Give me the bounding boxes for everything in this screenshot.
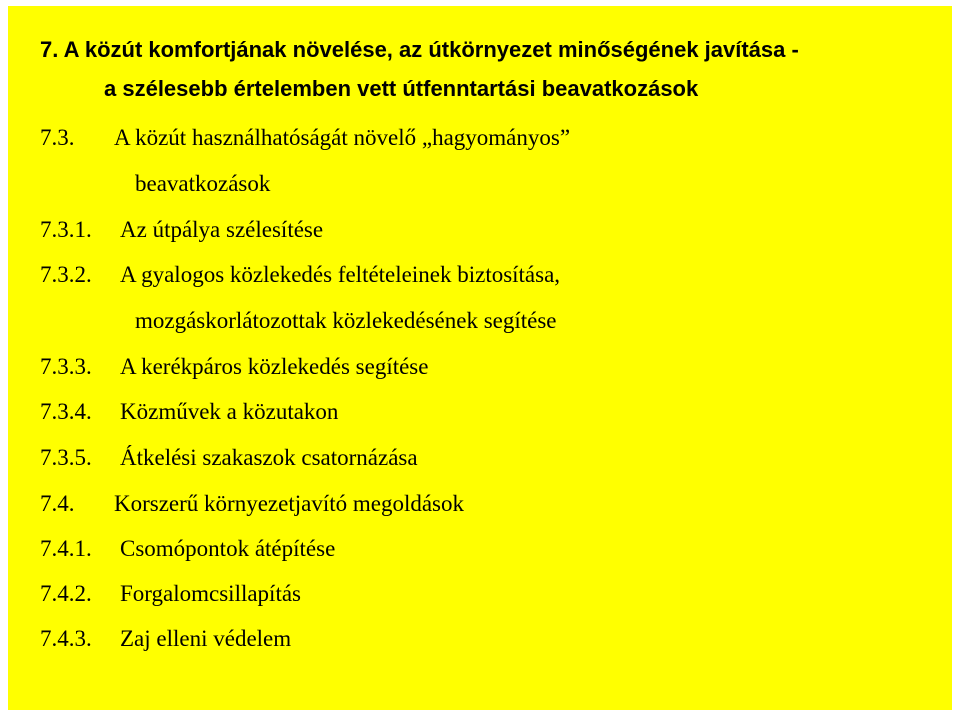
outline-number: 7.3.1. (40, 217, 92, 242)
slide-title-line-2: a szélesebb értelemben vett útfenntartási beavatkozások (104, 76, 699, 101)
outline-number: 7.4.2. (40, 581, 92, 606)
outline-number: 7.4. (40, 491, 75, 516)
outline-number: 7.3.4. (40, 399, 92, 424)
outline-number: 7.3.3. (40, 354, 92, 379)
outline-number: 7.3.2. (40, 262, 92, 287)
outline-text: A kerékpáros közlekedés segítése (120, 354, 429, 379)
outline-text: Korszerű környezetjavító megoldások (114, 491, 464, 516)
outline-text: A gyalogos közlekedés feltételeinek biztosítása, (120, 262, 561, 287)
outline-item-7-3-continuation: beavatkozások (135, 171, 271, 196)
outline-text: A közút használhatóságát növelő „hagyományos” (114, 125, 571, 150)
outline-text: Átkelési szakaszok csatornázása (120, 445, 418, 470)
outline-item-7-3-2-continuation: mozgáskorlátozottak közlekedésének segítése (135, 308, 557, 333)
outline-text: Csomópontok átépítése (120, 536, 336, 561)
outline-number: 7.3. (40, 125, 75, 150)
outline-number: 7.4.1. (40, 536, 92, 561)
outline-text: Az útpálya szélesítése (120, 217, 324, 242)
outline-number: 7.3.5. (40, 445, 92, 470)
outline-text: Zaj elleni védelem (120, 626, 292, 651)
outline-number: 7.4.3. (40, 626, 92, 651)
outline-text: Forgalomcsillapítás (120, 581, 302, 606)
slide (8, 6, 952, 710)
outline-text: Közművek a közutakon (120, 399, 339, 424)
slide-title-line-1: 7. A közút komfortjának növelése, az útkörnyezet minőségének javítása - (40, 37, 799, 62)
